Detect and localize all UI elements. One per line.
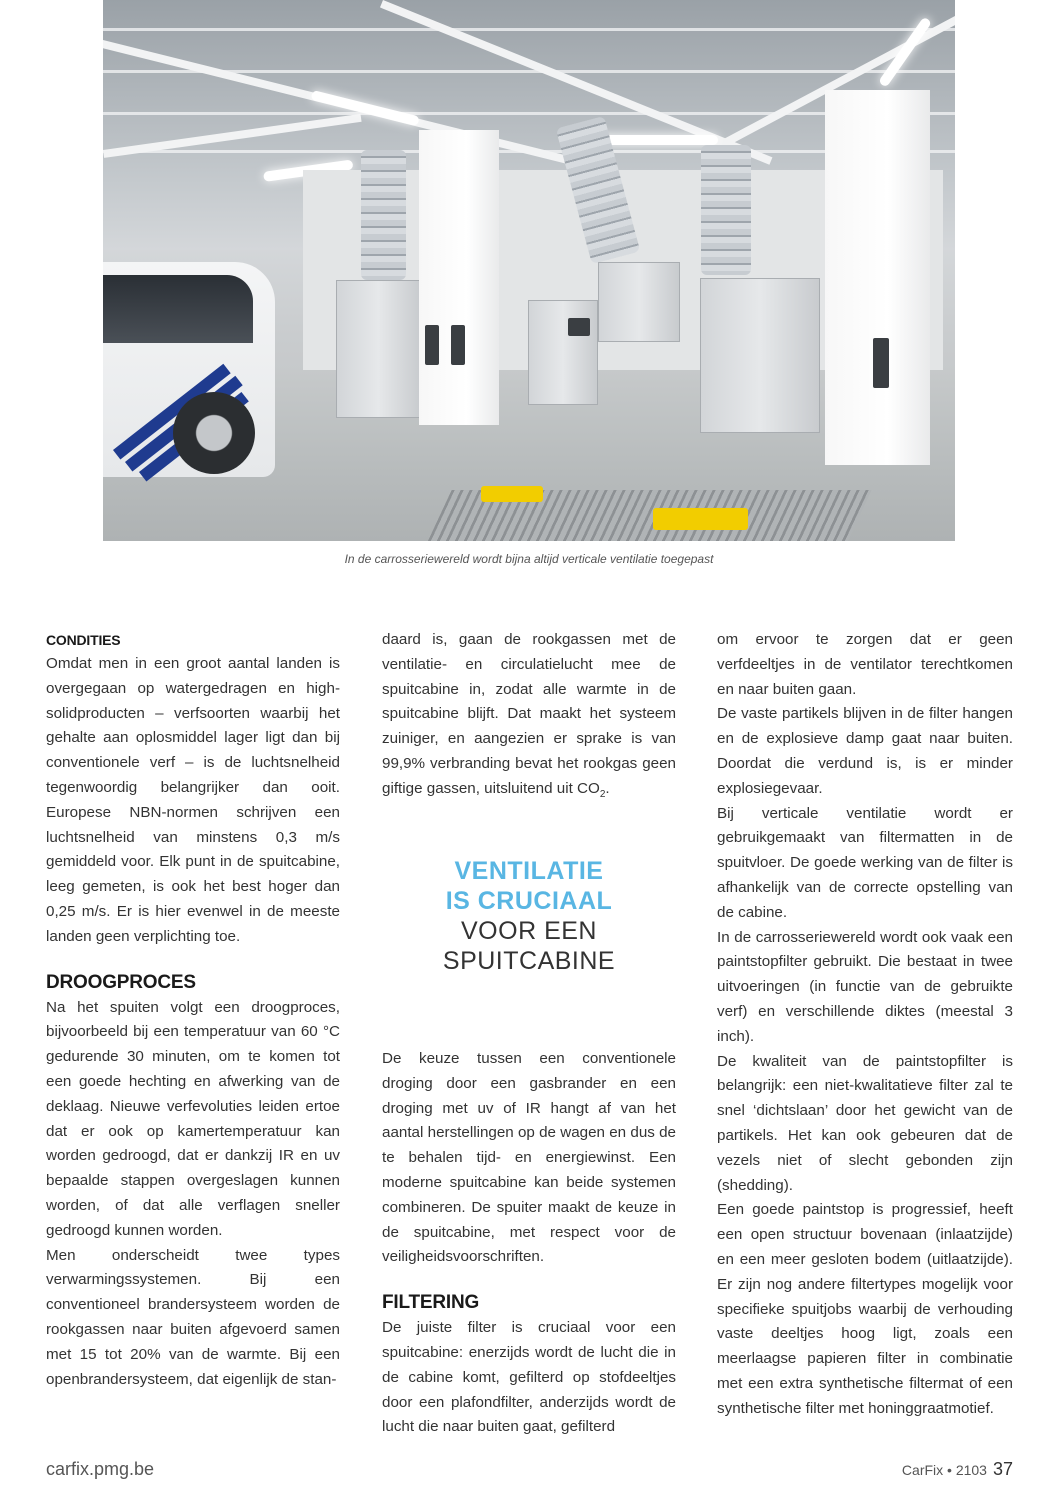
website-link[interactable]: carfix.pmg.be	[46, 1459, 155, 1479]
booth-pillar	[419, 130, 499, 425]
pull-quote: VENTILATIE IS CRUCIAAL VOOR EEN SPUITCABINE	[442, 857, 616, 975]
article-column-3	[717, 628, 1013, 1422]
paragraph: Men onderscheidt twee types verwarmingssystemen. Bij een conventioneel brandersysteem worden de rookgassen naar buiten afgevoerd samen met 15 tot 20% van de warmte. Bij een openbrandersysteem, dat eigenlijk de stan-	[46, 1246, 340, 1388]
paragraph: De vaste partikels blijven in de filter hangen en de explosieve damp gaat naar buiten. Doordat die verdund is, is er minder explosiegevaar.	[717, 705, 1013, 797]
paragraph: Een goede paintstop is progressief, heeft een open structuur bovenaan (inlaatzijde) en een meer gesloten bodem (uitlaatzijde). Er zijn nog andere filtertypes mogelijk voor specifieke spuitjobs waarbij de verhouding vaste deeltjes hoog ligt, zoals een meerlaagse papieren filter in combinatie met een extra synthetische filtermat of een synthetische filter met honinggraatmotief.	[717, 1201, 1013, 1417]
paragraph: In de carrosseriewereld wordt ook vaak een paintstopfilter gebruikt. Die bestaat in twee uitvoeringen (in functie van de gebruikte verf) en verschillende diktes (meestal 3 inch).	[717, 928, 1013, 1045]
section-heading-filtering: FILTERING	[382, 1292, 480, 1314]
page-number: 37	[992, 1459, 1013, 1479]
paragraph: Bij verticale ventilatie wordt er gebruikgemaakt van filtermatten in de spuitvloer. De goede werking van de filter is afhankelijk van de correcte opstelling van de cabine.	[717, 804, 1013, 921]
paragraph: Omdat men in een groot aantal landen is overgegaan op watergedragen en high-solidproducten – verfsoorten waarbij het gehalte aan oplosmiddel lager ligt dan bij conventionele verf – is de luchtsnelheid tegenwoordig belangrijker dan ooit. Europese NBN-normen schrijven een luchtsnelheid van minstens 0,3 m/s gemiddeld voor. Elk punt in de spuitcabine, leeg gemeten, is ook het best hoger dan 0,25 m/s. Er is hier evenwel in de meeste landen geen verplichting toe.	[46, 655, 340, 945]
article-column-2	[382, 628, 676, 808]
article-photo	[103, 0, 955, 541]
page-footer	[902, 1459, 1013, 1480]
magazine-issue: CarFix • 2103	[901, 1462, 987, 1478]
paragraph: Na het spuiten volgt een droogproces, bijvoorbeeld bij een temperatuur van 60 °C gedurende 30 minuten, om te komen tot een goede hechting en afwerking van de deklaag. Nieuwe verfevoluties leiden ertoe dat er ook op kamertemperatuur kan worden gedroogd, dat er dankzij IR en uv bepaalde stappen overgeslagen kunnen worden, of dat alle verflagen sneller gedroogd kunnen worden.	[46, 998, 340, 1239]
paragraph: om ervoor te zorgen dat er geen verfdeeltjes in de ventilator terechtkomen en naar buiten gaan.	[717, 631, 1013, 698]
section-heading-condities: CONDITIES	[46, 632, 121, 648]
ventilation-duct	[361, 150, 406, 280]
yellow-marker	[653, 508, 748, 530]
photo-caption: In de carrosseriewereld wordt bijna altijd verticale ventilatie toegepast	[344, 552, 714, 566]
ventilation-duct	[701, 145, 751, 275]
van-wheel	[173, 392, 255, 474]
paragraph: De keuze tussen een conventionele droging door een gasbrander en een droging met uv of IR hangt af van het aantal herstellingen op de wagen en dus de te behalen tijd- en energiewinst. Een moderne spuitcabine kan beide systemen combineren. De spuiter maakt de keuze in de spuitcabine, met respect voor de veiligheidsvoorschriften.	[382, 1050, 676, 1266]
booth-pillar	[825, 90, 930, 465]
paragraph: De kwaliteit van de paintstopfilter is belangrijk: een niet-kwalitatieve filter zal te snel ‘dichtslaan’ door het gewicht van de partikels. Het kan ook gebeuren dat de vezels niet of slecht gebonden zijn (shedding).	[717, 1052, 1013, 1194]
article-column-2-continued	[382, 1047, 676, 1440]
booth-cabinet	[336, 280, 421, 418]
control-cabinet	[598, 262, 680, 342]
section-heading-droogproces: DROOGPROCES	[46, 971, 196, 993]
control-cabinet	[528, 300, 598, 405]
paragraph: De juiste filter is cruciaal voor een spuitcabine: enerzijds wordt de lucht die in de cabine komt, gefilterd op stofdeeltjes door een plafondfilter, anderzijds wordt de lucht die naar buiten gaat, gefilterd	[382, 1319, 676, 1436]
article-column-1	[46, 628, 340, 1392]
booth-cabinet	[700, 278, 820, 433]
paragraph: daard is, gaan de rookgassen met de ventilatie- en circulatielucht mee de spuitcabine in, zodat alle warmte in de spuitcabine blijft. Dat maakt het systeem zuiniger, en aangezien er sprake is van 99,9% verbranding bevat het rookgas geen giftige gassen, uitsluitend uit $CO_2$.	[382, 631, 676, 800]
yellow-marker	[481, 486, 543, 502]
